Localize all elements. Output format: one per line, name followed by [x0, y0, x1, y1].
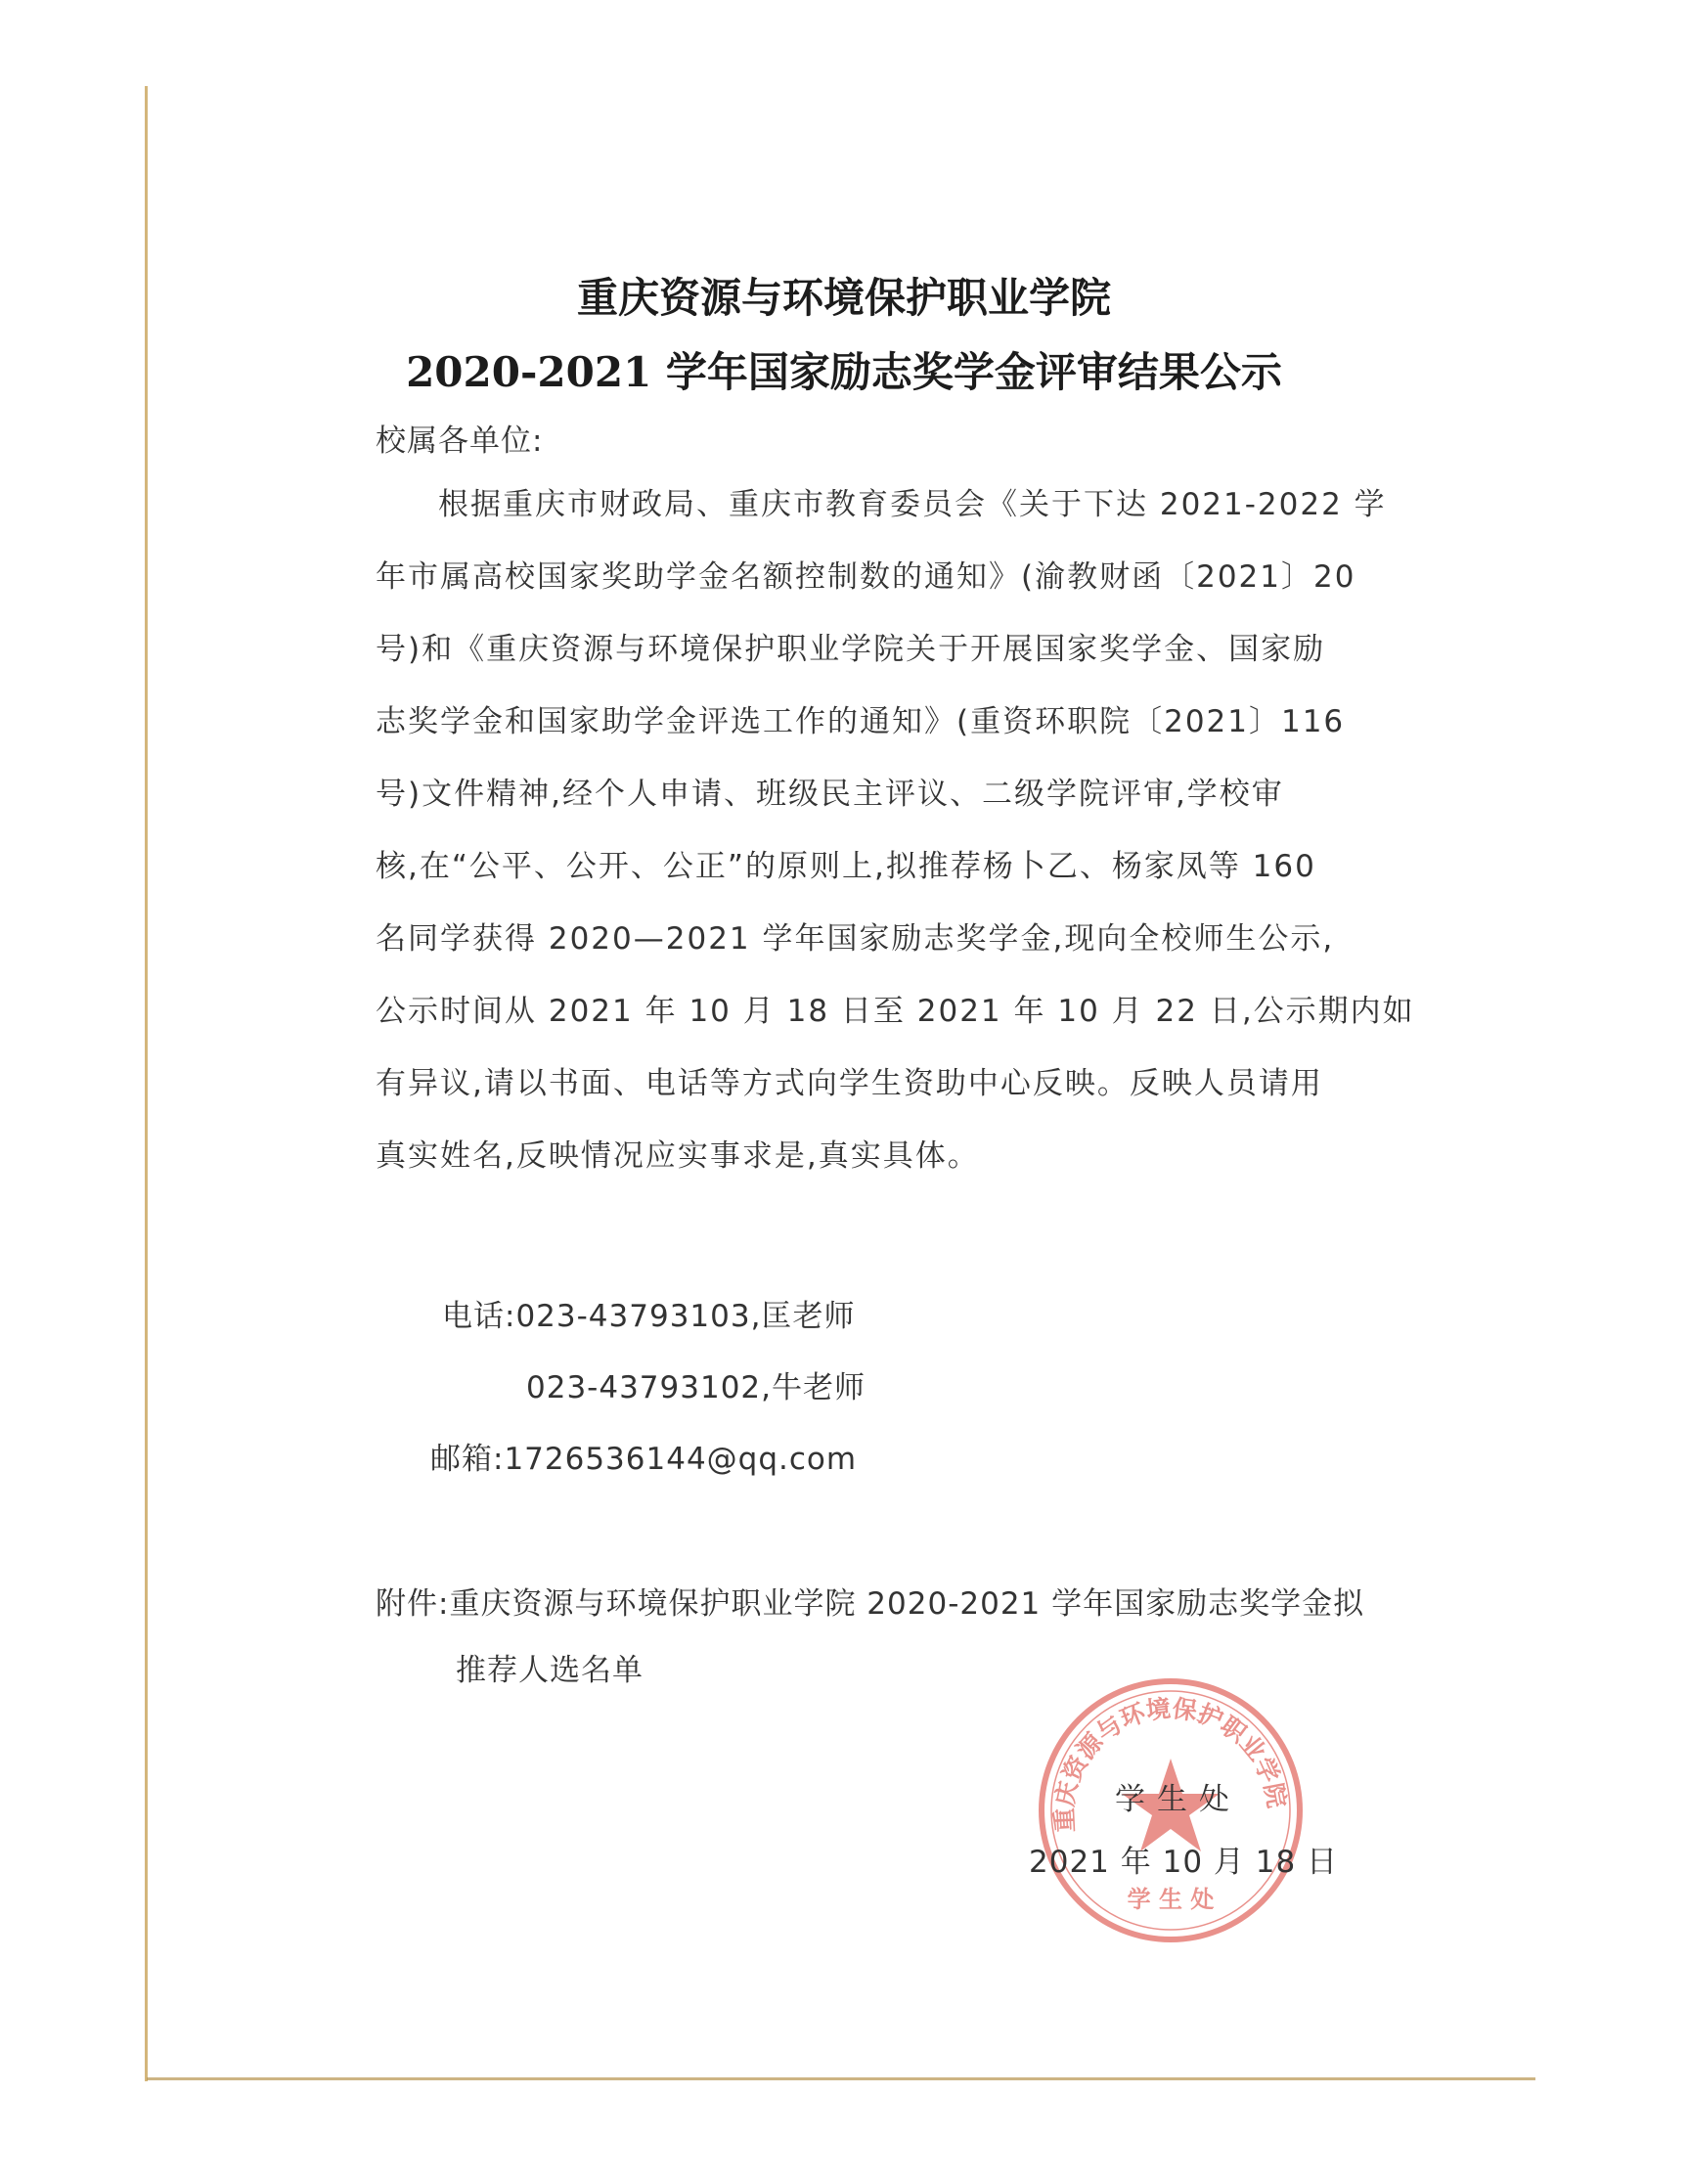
document-subtitle: 2020-2021 学年国家励志奖学金评审结果公示: [406, 348, 1282, 396]
attachment-line: 附件:重庆资源与环境保护职业学院 2020-2021 学年国家励志奖学金拟: [376, 1586, 1365, 1622]
body-line: 有异议,请以书面、电话等方式向学生资助中心反映。反映人员请用: [376, 1066, 1323, 1101]
body-line: 号)文件精神,经个人申请、班级民主评议、二级学院评审,学校审: [376, 777, 1284, 812]
body-line: 年市属高校国家奖助学金名额控制数的通知》(渝教财函〔2021〕20: [376, 559, 1356, 595]
contact-phone-2: 023-43793102,牛老师: [526, 1370, 866, 1405]
body-line: 真实姓名,反映情况应实事求是,真实具体。: [376, 1138, 980, 1174]
contact-email: 邮箱:1726536144@qq.com: [430, 1442, 858, 1477]
document-title: 重庆资源与环境保护职业学院: [576, 274, 1111, 322]
body-line: 志奖学金和国家助学金评选工作的通知》(重资环职院〔2021〕116: [376, 704, 1346, 739]
signature-date: 2021 年 10 月 18 日: [1029, 1845, 1339, 1880]
scan-edge-bottom: [147, 2077, 1535, 2080]
attachment-line: 推荐人选名单: [456, 1653, 644, 1688]
body-line: 名同学获得 2020—2021 学年国家励志奖学金,现向全校师生公示,: [376, 921, 1335, 957]
body-line: 公示时间从 2021 年 10 月 18 日至 2021 年 10 月 22 日,公示期内如: [376, 994, 1415, 1029]
svg-text:重庆资源与环境保护职业学院: 重庆资源与环境保护职业学院: [1049, 1694, 1292, 1834]
signature-department: 学生处: [1115, 1782, 1241, 1817]
contact-phone-1: 电话:023-43793103,匡老师: [442, 1299, 856, 1334]
body-line: 号)和《重庆资源与环境保护职业学院关于开展国家奖学金、国家励: [376, 632, 1326, 667]
svg-text:学 生 处: 学 生 处: [1127, 1886, 1215, 1913]
body-line: 核,在“公平、公开、公正”的原则上,拟推荐杨卜乙、杨家凤等 160: [376, 849, 1316, 884]
salutation: 校属各单位:: [376, 423, 544, 459]
body-line: 根据重庆市财政局、重庆市教育委员会《关于下达 2021-2022 学: [438, 487, 1387, 522]
